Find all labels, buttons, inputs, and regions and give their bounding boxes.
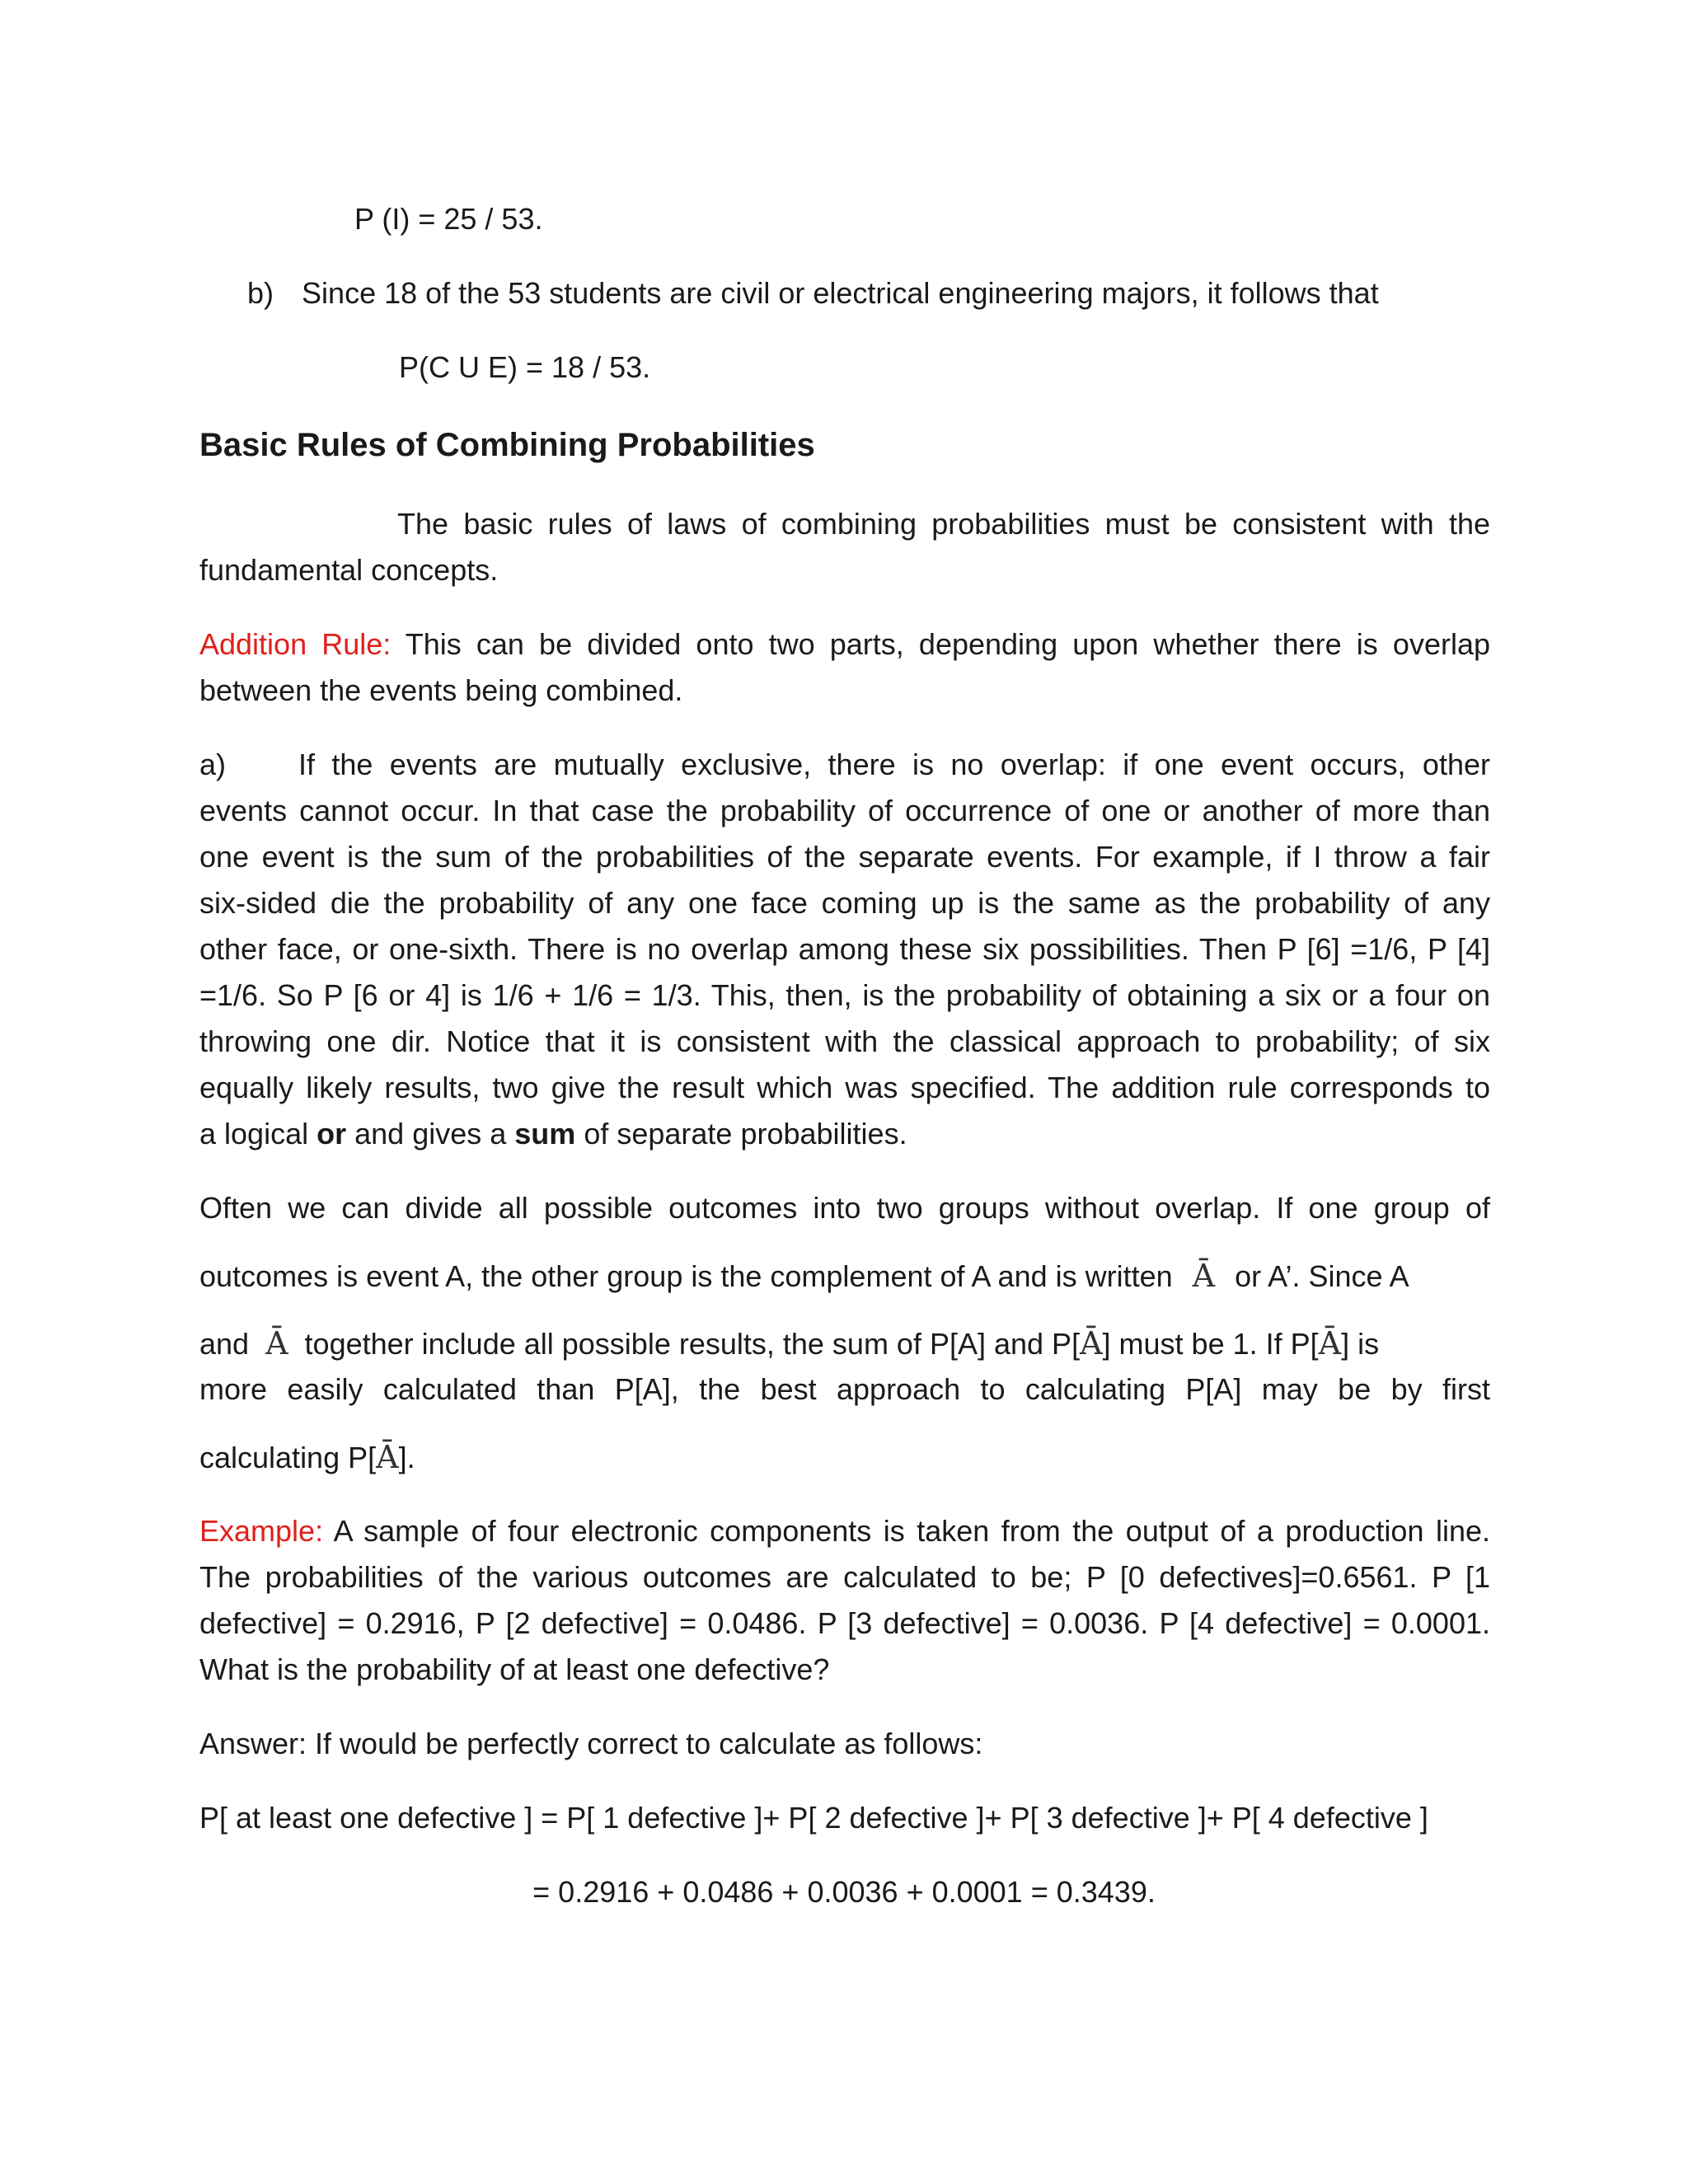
answer-line-1: Answer: If would be perfectly correct to calculate as follows:	[199, 1727, 983, 1760]
complement-line-3-c: ] must be 1. If P[	[1102, 1327, 1319, 1361]
part-a-bold-or: or	[316, 1117, 347, 1151]
complement-line-2-a: outcomes is event A, the other group is the complement of A and is written	[199, 1259, 1173, 1293]
addition-line-1	[199, 621, 1490, 668]
part-a-line-8: equally likely results, two give the result which was specified. The addition rule corresponds to	[199, 1071, 1490, 1104]
item-b	[247, 270, 1490, 316]
part-a-line-9-c: of separate probabilities.	[584, 1117, 907, 1151]
part-a-line-5: other face, or one-sixth. There is no overlap among these six possibilities. Then P [6] =1/6, P [4]	[199, 932, 1490, 966]
example-line-2: The probabilities of the various outcomes are calculated to be; P [0 defectives]=0.6561. P [1	[199, 1560, 1490, 1594]
intro-line-2: fundamental concepts.	[199, 553, 499, 587]
addition-line-2: between the events being combined.	[199, 673, 683, 707]
part-a-line-1: If the events are mutually exclusive, there is no overlap: if one event occurs, other	[298, 748, 1490, 781]
part-a-line-2: events cannot occur. In that case the probability of occurrence of one or another of more than	[199, 794, 1490, 827]
part-a-line-4: six-sided die the probability of any one face coming up is the same as the probability of any	[199, 886, 1490, 920]
complement-line-4: more easily calculated than P[A], the best approach to calculating P[A] may be by first	[199, 1372, 1490, 1406]
item-b-marker: b)	[247, 276, 274, 310]
complement-line-3-a: and	[199, 1327, 250, 1361]
part-a-line-9-b: and gives a	[354, 1117, 507, 1151]
a-bar-symbol: Ā	[376, 1439, 399, 1475]
item-b-text: Since 18 of the 53 students are civil or electrical engineering majors, it follows that	[302, 276, 1379, 310]
intro-line-1: The basic rules of laws of combining probabilities must be consistent with the	[397, 507, 1490, 541]
part-a-line-9	[199, 1111, 1490, 1157]
example-line-4: What is the probability of at least one defective?	[199, 1652, 830, 1686]
example-line-1	[199, 1508, 1490, 1554]
complement-line-3-b: together include all possible results, the sum of P[A] and P[	[304, 1327, 1081, 1361]
example-line-3: defective] = 0.2916, P [2 defective] = 0.0486. P [3 defective] = 0.0036. P [4 defective] = 0.0001.	[199, 1606, 1490, 1640]
a-bar-symbol: Ā	[1080, 1325, 1103, 1361]
part-a-line-3: one event is the sum of the probabilities of the separate events. For example, if I throw a fair	[199, 840, 1490, 874]
part-a-marker: a)	[199, 748, 227, 781]
complement-line-5	[199, 1434, 1490, 1481]
part-a-line-7: throwing one dir. Notice that it is consistent with the classical approach to probability; of six	[199, 1024, 1490, 1058]
a-bar-symbol: Ā	[1318, 1325, 1342, 1361]
complement-line-1: Often we can divide all possible outcomes into two groups without overlap. If one group of	[199, 1191, 1490, 1225]
part-a-line-6: =1/6. So P [6 or 4] is 1/6 + 1/6 = 1/3. This, then, is the probability of obtaining a six or a four on	[199, 978, 1490, 1012]
section-heading: Basic Rules of Combining Probabilities	[199, 427, 815, 463]
part-a-bold-sum: sum	[514, 1117, 576, 1151]
answer-line-2: P[ at least one defective ] = P[ 1 defective ]+ P[ 2 defective ]+ P[ 3 defective ]+ P[ 4 defective ]	[199, 1801, 1428, 1835]
complement-line-3	[199, 1320, 1490, 1367]
answer-line-3: = 0.2916 + 0.0486 + 0.0036 + 0.0001 = 0.3439.	[532, 1875, 1156, 1909]
addition-line-1-text: This can be divided onto two parts, depending upon whether there is overlap	[405, 627, 1491, 661]
complement-line-2	[199, 1253, 1490, 1300]
part-a-line-9-a: a logical	[199, 1117, 309, 1151]
a-bar-symbol: Ā	[1192, 1258, 1216, 1294]
example-label: Example:	[199, 1514, 324, 1548]
complement-line-5-b: ].	[398, 1441, 415, 1474]
example-line-1-text: A sample of four electronic components is taken from the output of a production line.	[333, 1514, 1490, 1548]
formula-p-i: P (I) = 25 / 53.	[354, 202, 543, 236]
complement-line-2-b: or A’. Since A	[1235, 1259, 1409, 1293]
complement-line-3-d: ] is	[1341, 1327, 1380, 1361]
a-bar-symbol: Ā	[265, 1325, 288, 1361]
complement-line-5-a: calculating P[	[199, 1441, 377, 1474]
addition-rule-label: Addition Rule:	[199, 627, 392, 661]
formula-p-cue: P(C U E) = 18 / 53.	[399, 350, 651, 384]
